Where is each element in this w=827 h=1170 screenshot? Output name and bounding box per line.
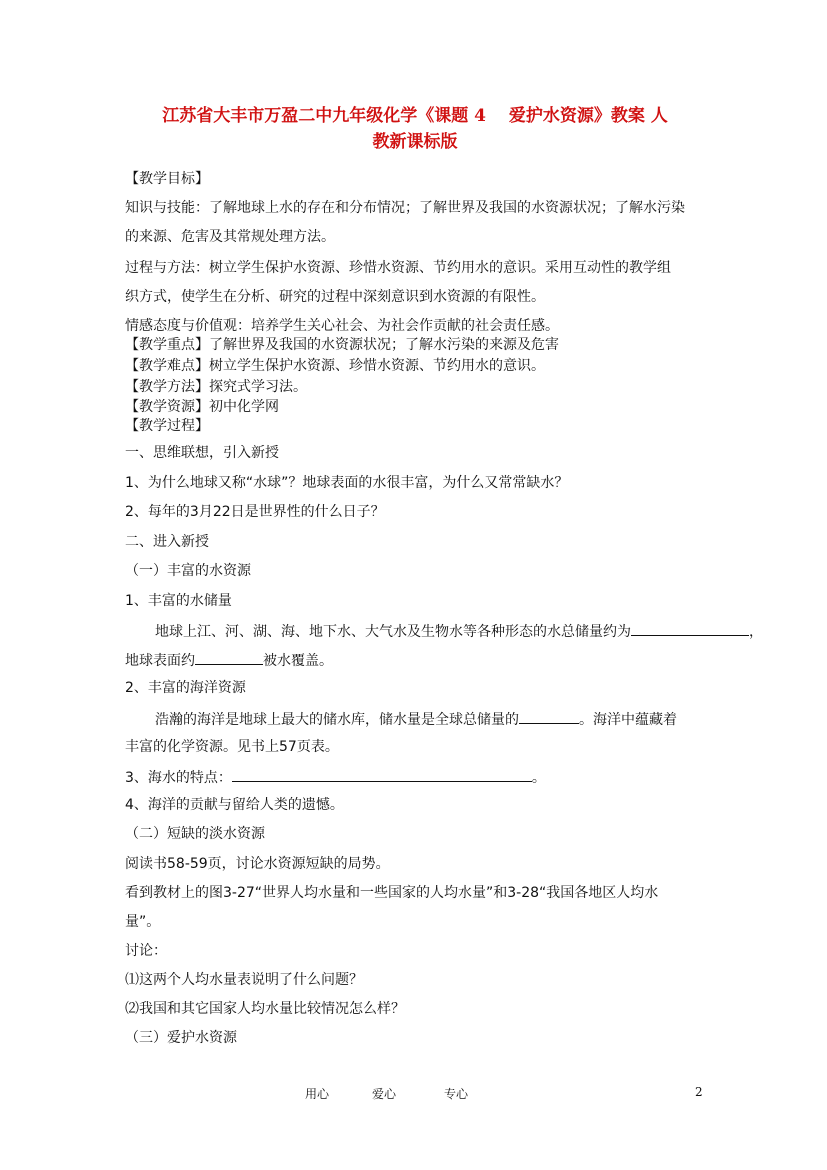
fill-in-text: 。 bbox=[531, 770, 546, 786]
fill-in-seawater-features bbox=[125, 767, 546, 787]
objective-emotion: 情感态度与价值观：培养学生关心社会、为社会作贡献的社会责任感。 bbox=[125, 318, 559, 334]
item-ocean-contribution: 4、海洋的贡献与留给人类的遗憾。 bbox=[125, 797, 344, 813]
teaching-method: 【教学方法】探究式学习法。 bbox=[125, 379, 307, 395]
answer-blank bbox=[519, 709, 579, 724]
part-one-heading: 一、思维联想，引入新授 bbox=[125, 445, 279, 461]
section-heading-objectives: 【教学目标】 bbox=[125, 171, 209, 187]
document-title-line-2: 教新课标版 bbox=[372, 132, 458, 152]
fill-in-total-storage bbox=[155, 621, 763, 641]
teaching-resource: 【教学资源】初中化学网 bbox=[125, 399, 279, 415]
figure-reference-cont: 量”。 bbox=[125, 914, 161, 930]
fill-in-text: ， bbox=[749, 624, 763, 640]
page-number: 2 bbox=[695, 1085, 703, 1099]
subsection-freshwater-shortage: （二）短缺的淡水资源 bbox=[125, 826, 265, 842]
item-ocean-resources: 2、丰富的海洋资源 bbox=[125, 680, 246, 696]
objective-process: 过程与方法：树立学生保护水资源、珍惜水资源、节约用水的意识。采用互动性的教学组 bbox=[125, 260, 671, 276]
objective-knowledge: 知识与技能：了解地球上水的存在和分布情况；了解世界及我国的水资源状况；了解水污染 bbox=[125, 200, 685, 216]
figure-reference: 看到教材上的图3-27“世界人均水量和一些国家的人均水量”和3-28“我国各地区人均水 bbox=[125, 885, 659, 901]
fill-in-text: 浩瀚的海洋是地球上最大的储水库，储水量是全球总储量的 bbox=[155, 712, 519, 728]
fill-in-text: 3、海水的特点： bbox=[125, 770, 232, 786]
discussion-question-1: ⑴这两个人均水量表说明了什么问题？ bbox=[125, 972, 363, 988]
objective-process-cont: 织方式，使学生在分析、研究的过程中深刻意识到水资源的有限性。 bbox=[125, 289, 545, 305]
question-1: 1、为什么地球又称“水球”？地球表面的水很丰富，为什么又常常缺水？ bbox=[125, 475, 569, 491]
section-heading-process: 【教学过程】 bbox=[125, 418, 209, 434]
subsection-rich-water: （一）丰富的水资源 bbox=[125, 563, 251, 579]
footer-motto-2: 爱心 bbox=[372, 1087, 397, 1101]
item-water-storage: 1、丰富的水储量 bbox=[125, 593, 232, 609]
answer-blank bbox=[195, 650, 263, 665]
document-title-line-1: 江苏省大丰市万盈二中九年级化学《课题 4 爱护水资源》教案 人 bbox=[162, 106, 668, 126]
fill-in-surface-coverage bbox=[125, 650, 333, 670]
question-2: 2、每年的3月22日是世界性的什么日子？ bbox=[125, 504, 385, 520]
difficult-points: 【教学难点】树立学生保护水资源、珍惜水资源、节约用水的意识。 bbox=[125, 358, 545, 374]
footer-motto-1: 用心 bbox=[305, 1087, 330, 1101]
fill-in-text: 地球上江、河、湖、海、地下水、大气水及生物水等各种形态的水总储量约为 bbox=[155, 624, 631, 640]
fill-in-text: 被水覆盖。 bbox=[263, 653, 333, 669]
ocean-resources-note: 丰富的化学资源。见书上57页表。 bbox=[125, 739, 339, 755]
key-points: 【教学重点】了解世界及我国的水资源状况；了解水污染的来源及危害 bbox=[125, 337, 559, 353]
part-two-heading: 二、进入新授 bbox=[125, 534, 209, 550]
footer-motto-3: 专心 bbox=[444, 1087, 469, 1101]
fill-in-text: 。海洋中蕴藏着 bbox=[579, 712, 677, 728]
reading-assignment: 阅读书58-59页，讨论水资源短缺的局势。 bbox=[125, 856, 390, 872]
subsection-protect-water: （三）爱护水资源 bbox=[125, 1030, 237, 1046]
objective-knowledge-cont: 的来源、危害及其常规处理方法。 bbox=[125, 229, 335, 245]
discussion-question-2: ⑵我国和其它国家人均水量比较情况怎么样？ bbox=[125, 1001, 405, 1017]
fill-in-ocean-share bbox=[155, 709, 677, 729]
answer-blank bbox=[232, 767, 532, 782]
fill-in-text: 地球表面约 bbox=[125, 653, 195, 669]
discussion-heading: 讨论： bbox=[125, 943, 167, 959]
answer-blank bbox=[631, 621, 749, 636]
